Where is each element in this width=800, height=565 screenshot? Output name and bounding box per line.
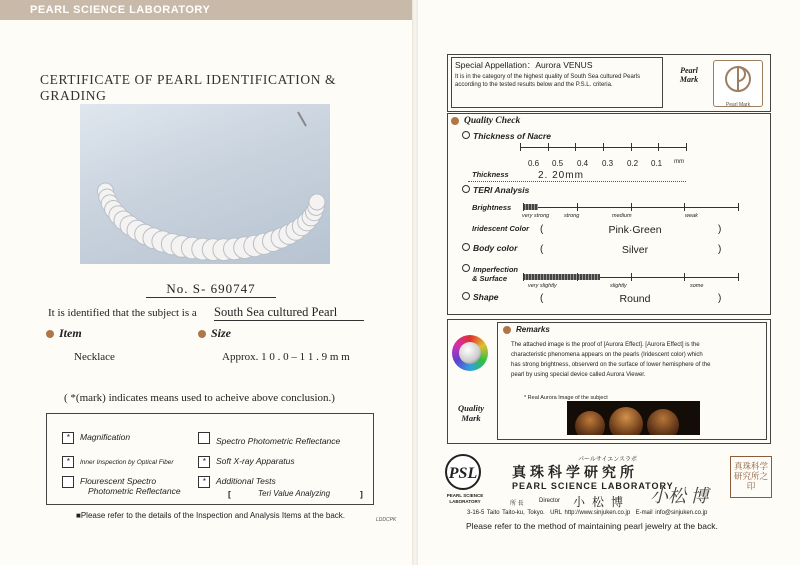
aurora-badge-icon (452, 335, 488, 371)
additional-test-value: Teri Value Analyzing (258, 489, 331, 498)
circle-bullet-icon (462, 243, 470, 251)
imperfection-scale-tick (684, 273, 685, 281)
nacre-tick-label: 0.3 (602, 159, 614, 168)
address-line (467, 510, 707, 516)
item-label: Item (59, 326, 82, 340)
method-checkbox: * (62, 456, 74, 468)
lab-name-en: PEARL SCIENCE LABORATORY (512, 481, 674, 491)
brightness-tick-label: very strong (522, 213, 550, 219)
director-jp: 所 長 (510, 501, 524, 507)
method-label: Soft X-ray Apparatus (216, 456, 295, 466)
certificate-title: CERTIFICATE OF PEARL IDENTIFICATION & GRADING (40, 72, 337, 103)
circle-bullet-icon (462, 292, 470, 300)
brightness-scale-tick (577, 203, 578, 211)
method-label-2: Photometric Reflectance (88, 486, 181, 496)
brightness-label: Brightness (472, 203, 512, 212)
header-band (0, 0, 412, 20)
pearl-mark-icon (714, 61, 762, 97)
method-checkbox: * (198, 476, 210, 488)
nacre-tick-label: 0.2 (627, 159, 639, 168)
brightness-scale-tick (684, 203, 685, 211)
bullet-icon (503, 326, 511, 334)
imperfection-level-bar (523, 274, 600, 280)
imperfection-scale-labels (522, 283, 742, 291)
imperfection-label-2: & Surface (472, 274, 508, 283)
brightness-scale-tick (631, 203, 632, 211)
size-heading (198, 326, 231, 341)
identified-text: It is identified that the subject is a (48, 307, 197, 319)
clasp-icon (298, 112, 306, 126)
remarks-label: Remarks (516, 325, 550, 334)
bracket: [ (228, 489, 231, 499)
pearl-mark-label: Pearl Mark (679, 66, 699, 84)
lab-name-jp: 真珠科学研究所 (512, 464, 638, 480)
imperfection-tick-label: very slightly (528, 283, 557, 289)
method-label: Inner Inspection by Optical Fiber (80, 459, 174, 466)
brightness-scale-tick (523, 203, 524, 211)
shape-label: Shape (473, 292, 499, 302)
header-brand: PEARL SCIENCE LABORATORY (30, 4, 211, 16)
paren-close: ) (718, 224, 722, 235)
item-heading (46, 326, 82, 341)
subject-value: South Sea cultured Pearl (214, 305, 364, 321)
bullet-icon (451, 117, 459, 125)
quality-mark-label: Quality Mark (458, 403, 484, 423)
address: 3-16-5 Taito Taito-ku, Tokyo. (467, 510, 545, 516)
method-additional (198, 476, 368, 501)
psl-logo-icon (440, 452, 486, 492)
paren-open: ( (540, 244, 544, 255)
teri-label: TERI Analysis (473, 185, 530, 195)
nacre-scale-tick (575, 143, 576, 151)
quality-check-label: Quality Check (464, 116, 521, 126)
circle-bullet-icon (462, 264, 470, 272)
nacre-heading (462, 131, 551, 141)
signature: 小松 博 (650, 486, 709, 506)
remarks-heading (503, 325, 550, 334)
aurora-caption: * Real Aurora Image of the subject (524, 395, 608, 401)
page-fold (412, 0, 418, 565)
email-link[interactable]: E-mail info@sinjuken.co.jp (635, 510, 708, 516)
paren-open: ( (540, 293, 544, 304)
pearl-mark-caption: Pearl Mark (725, 102, 751, 108)
thickness-label: Thickness (472, 170, 509, 179)
maintenance-footer: Please refer to the method of maintaining pearl jewelry at the back. (466, 521, 718, 531)
lab-seal-stamp (730, 456, 772, 498)
nacre-unit: mm (674, 159, 684, 165)
method-soft-xray (198, 456, 295, 468)
imperfection-scale-tick (577, 273, 578, 281)
nacre-label: Thickness of Nacre (473, 131, 551, 141)
method-checkbox: * (198, 456, 210, 468)
remarks-text: The attached image is the proof of [Aurora Effect]. [Aurora Effect] is the characteristic phenomena appears on the pearls (Iridescent color) which has strong brightness, observerd on the surface of lower hemisphere of the pearl by using special device called Aurora Viewer. (511, 342, 711, 378)
pearl-bead (309, 194, 325, 210)
mark-note: ( *(mark) indicates means used to acheive above conclusion.) (64, 392, 335, 404)
paren-close: ) (718, 293, 722, 304)
nacre-tick-label: 0.5 (552, 159, 564, 168)
method-inner-inspection (62, 456, 174, 468)
body-color-value: Silver (621, 244, 649, 256)
seal-text: 真珠科学研究所之印 (734, 461, 769, 491)
iridescent-value: Pink·Green (608, 224, 662, 236)
method-spectro (198, 432, 340, 446)
brightness-tick-label: medium (612, 213, 632, 219)
certificate-number: No. S- 690747 (146, 281, 276, 298)
nacre-scale-tick (658, 143, 659, 151)
brightness-scale-tick (738, 203, 739, 211)
imperfection-scale-tick (523, 273, 524, 281)
nacre-scale-labels (528, 159, 698, 169)
website-link[interactable]: URL http://www.sinjuken.co.jp (550, 510, 631, 516)
imperfection-scale-tick (738, 273, 739, 281)
nacre-tick-label: 0.4 (577, 159, 589, 168)
director-label: Director (539, 498, 561, 504)
paren-open: ( (540, 224, 544, 235)
psl-logo-text: PSL (448, 465, 478, 482)
nacre-scale-tick (686, 143, 687, 151)
brightness-tick-label: strong (564, 213, 580, 219)
pearl-mark-logo (713, 60, 763, 107)
method-checkbox (62, 476, 74, 488)
thickness-value: 2. 20mm (538, 170, 584, 181)
method-flourescent (62, 476, 181, 496)
circle-bullet-icon (462, 131, 470, 139)
body-color-heading (462, 243, 517, 253)
method-label: Spectro Photometric Reflectance (216, 436, 341, 446)
method-magnification (62, 432, 130, 444)
appellation-title: Special Appellation：Aurora VENUS (455, 60, 593, 70)
brightness-scale-labels (522, 213, 742, 221)
logo-caption: PEARL SCIENCE LABORATORY (446, 493, 484, 504)
body-color-label: Body color (473, 243, 518, 253)
imperfection-tick-label: slightly (610, 283, 627, 289)
psl-logo (440, 452, 486, 492)
pearl-necklace-photo (80, 104, 330, 264)
lab-furigana: パールサイエンスラボ (578, 457, 638, 463)
bullet-icon (46, 330, 54, 338)
footer-note: ■Please refer to the details of the Inspection and Analysis Items at the back. (76, 511, 345, 520)
size-label: Size (211, 326, 232, 340)
shape-heading (462, 292, 499, 302)
method-label: Magnification (80, 432, 131, 442)
imperfection-scale-tick (631, 273, 632, 281)
nacre-scale-tick (603, 143, 604, 151)
appellation-text: It is in the category of the highest quality of South Sea cultured Pearls according to the tested results below and the P.S.L. criteria. (455, 74, 641, 88)
brightness-level-bar (523, 204, 538, 210)
director-name: 小 松 博 (573, 495, 626, 509)
iridescent-label: Iridescent Color (472, 224, 530, 233)
doc-code: LDDCPK (376, 517, 397, 523)
method-checkbox (198, 432, 210, 444)
nacre-tick-label: 0.6 (528, 159, 540, 168)
bracket: ] (360, 489, 363, 499)
brightness-tick-label: weak (685, 213, 698, 219)
bullet-icon (198, 330, 206, 338)
nacre-scale-tick (548, 143, 549, 151)
item-value: Necklace (74, 351, 115, 363)
method-label: Flourescent Spectro (80, 476, 157, 486)
divider (468, 181, 686, 182)
paren-close: ) (718, 244, 722, 255)
imperfection-tick-label: some (690, 283, 704, 289)
nacre-tick-label: 0.1 (651, 159, 663, 168)
imperfection-heading (462, 264, 518, 283)
method-label: Additional Tests (216, 476, 276, 486)
aurora-image (567, 401, 700, 435)
size-value: Approx. 1 0 . 0 – 1 1 . 9 m m (222, 351, 350, 363)
method-checkbox: * (62, 432, 74, 444)
teri-heading (462, 185, 529, 195)
shape-value: Round (619, 293, 651, 305)
quality-check-heading (451, 116, 520, 126)
necklace-drawing (80, 104, 330, 264)
nacre-scale-tick (631, 143, 632, 151)
nacre-scale-tick (520, 143, 521, 151)
imperfection-label: Imperfection (473, 265, 519, 274)
circle-bullet-icon (462, 185, 470, 193)
